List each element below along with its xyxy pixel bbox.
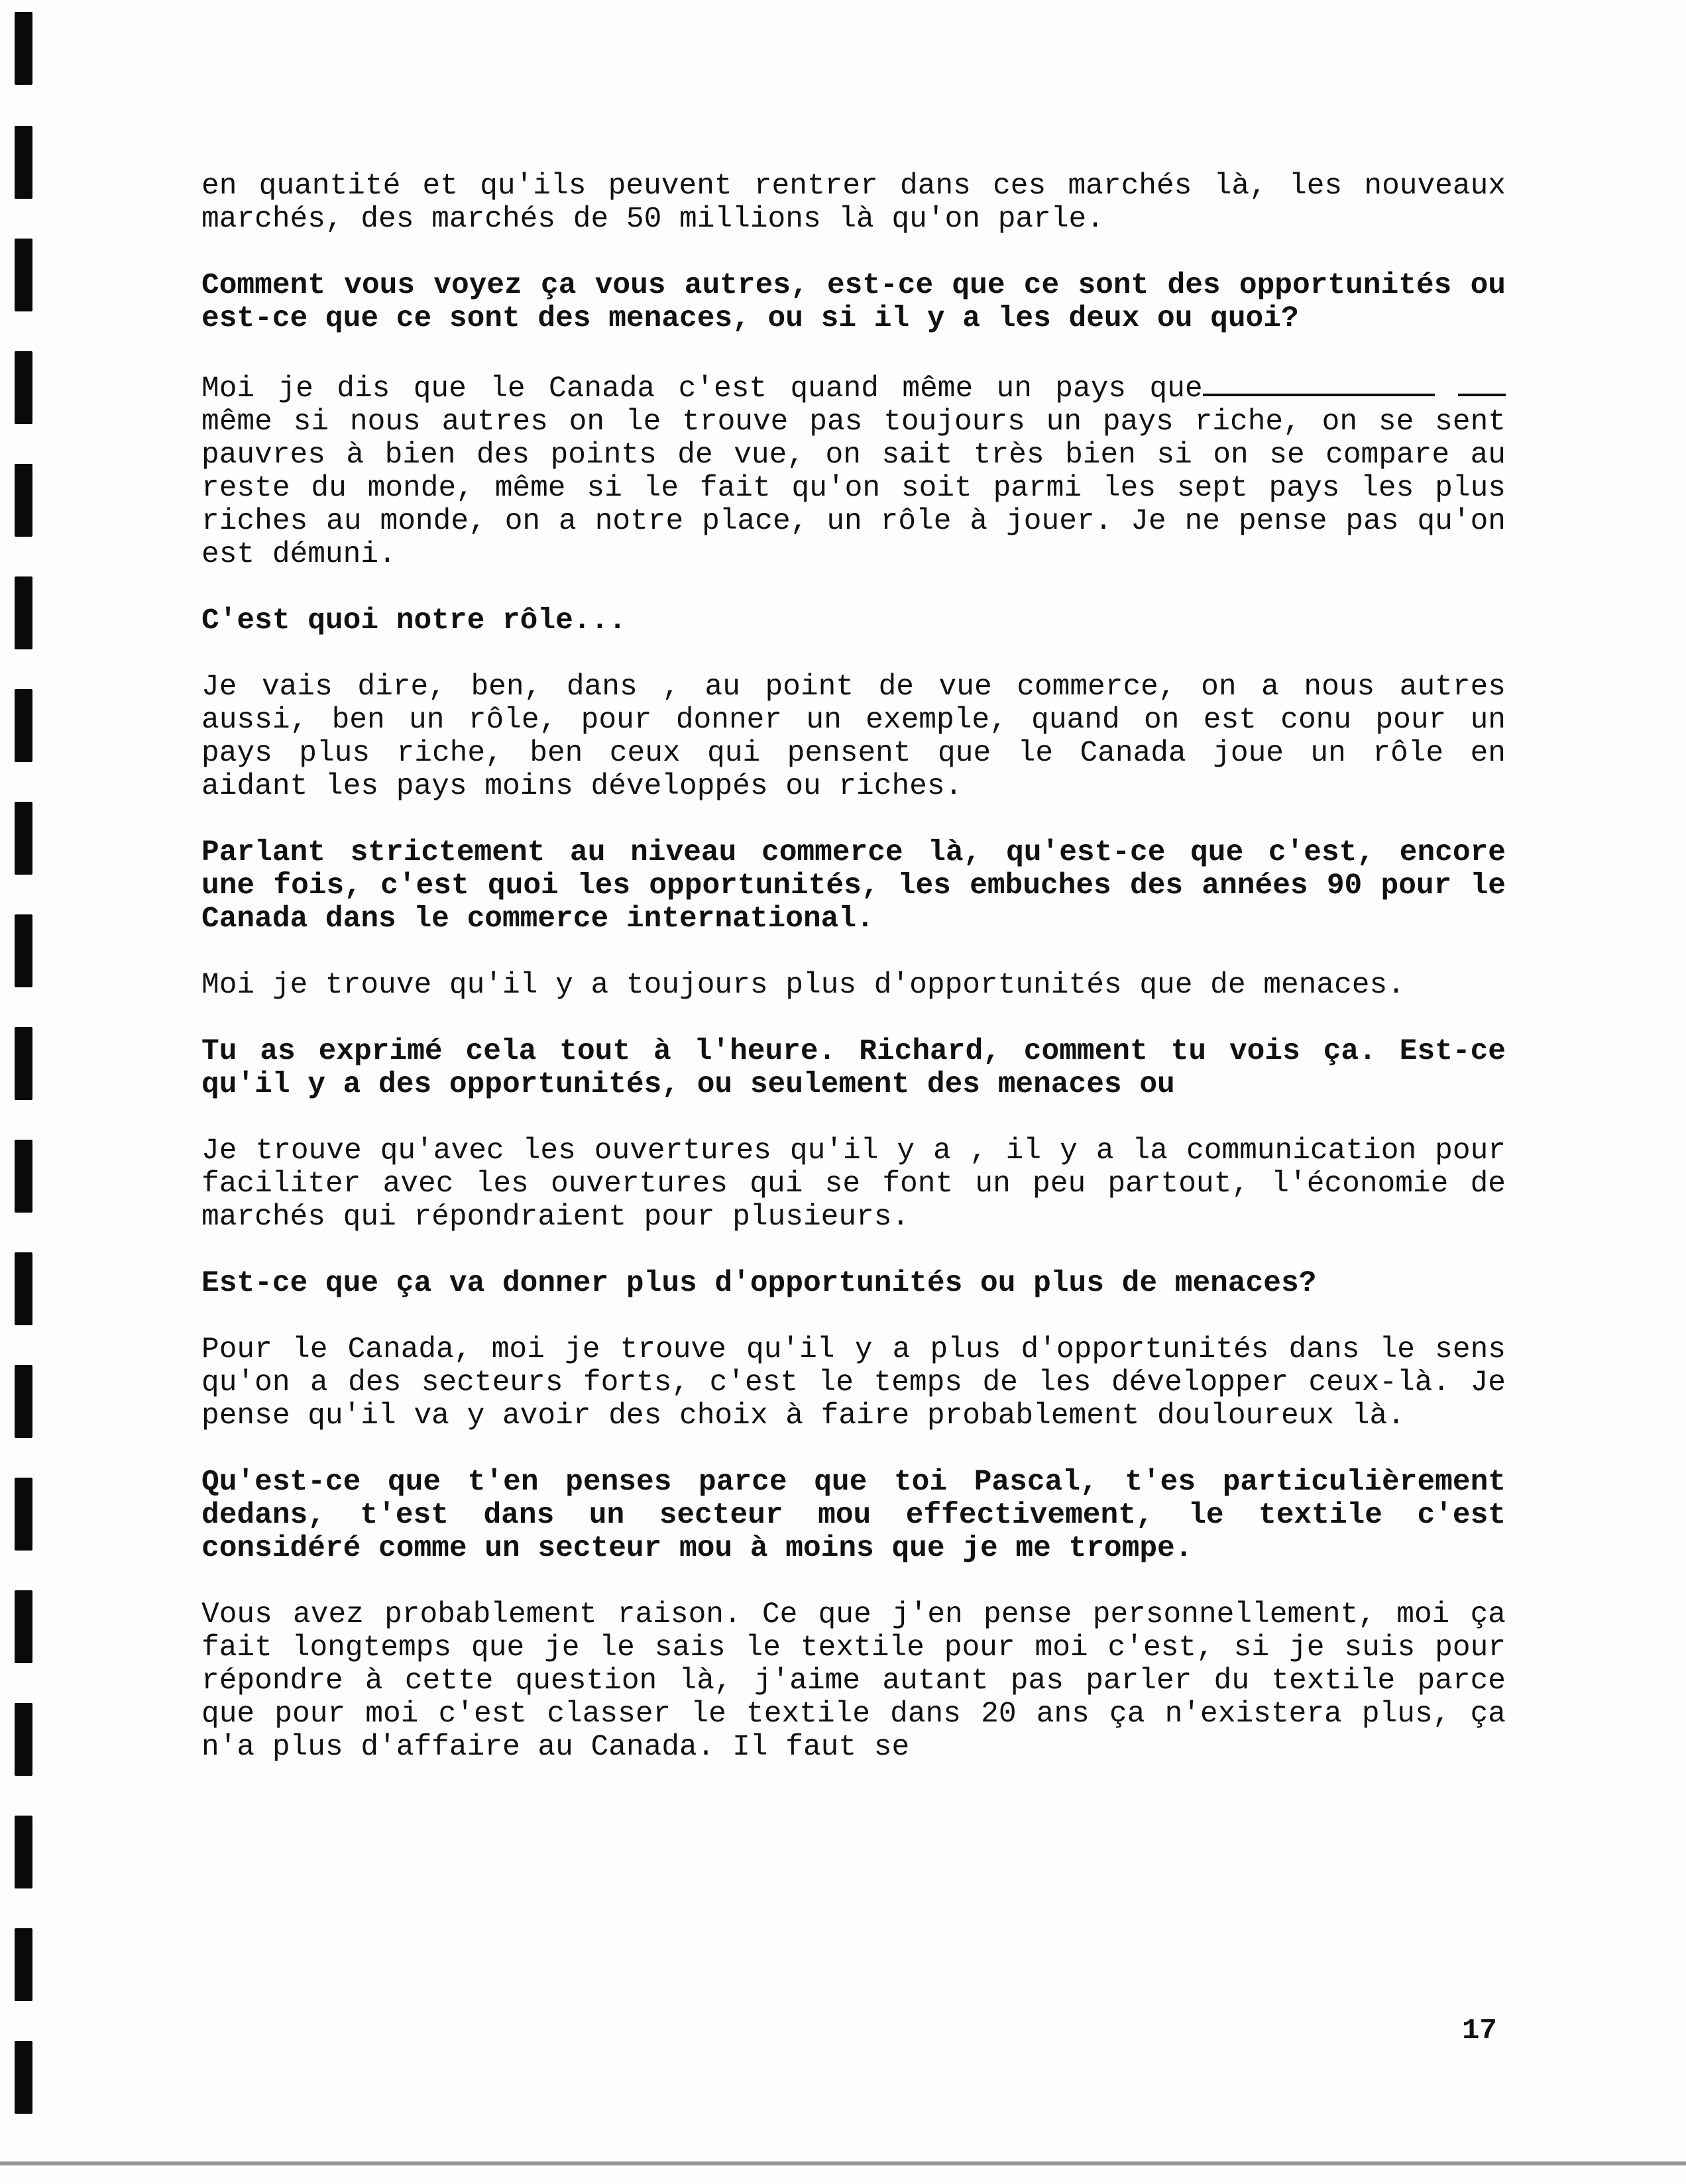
question-paragraph: Comment vous voyez ça vous autres, est-ce que ce sont des opportunités ou est-ce que ce sont des menaces, ou si il y a les deux ou quoi?: [201, 269, 1506, 335]
answer-paragraph: Je trouve qu'avec les ouvertures qu'il y a , il y a la communication pour faciliter avec les ouvertures qui se font un peu partout, l'économie de marchés qui répondraient pour plusieurs.: [201, 1134, 1506, 1234]
binding-mark: [15, 1816, 32, 1888]
binding-mark: [15, 1478, 32, 1551]
binding-holes: [15, 0, 34, 2184]
binding-mark: [15, 1590, 32, 1663]
question-paragraph: Parlant strictement au niveau commerce là, qu'est-ce que c'est, encore une fois, c'est quoi les opportunités, les embuches des années 90 pour le Canada dans le commerce international.: [201, 836, 1506, 936]
answer-paragraph: Je vais dire, ben, dans , au point de vue commerce, on a nous autres aussi, ben un rôle, pour donner un exemple, quand on est conu pour un pays plus riche, ben ceux qui pensent que le Canada joue un rôle en aidant les pays moins développés ou riches.: [201, 671, 1506, 803]
binding-mark: [15, 1027, 32, 1100]
binding-mark: [15, 1703, 32, 1776]
binding-mark: [15, 1140, 32, 1213]
binding-mark: [15, 1928, 32, 2001]
answer-paragraph: [201, 368, 1506, 571]
question-paragraph: Est-ce que ça va donner plus d'opportunités ou plus de menaces?: [201, 1267, 1317, 1300]
binding-mark: [15, 126, 32, 199]
question-paragraph: Tu as exprimé cela tout à l'heure. Richard, comment tu vois ça. Est-ce qu'il y a des opportunités, ou seulement des menaces ou: [201, 1035, 1506, 1101]
answer-paragraph: Pour le Canada, moi je trouve qu'il y a plus d'opportunités dans le sens qu'on a des secteurs forts, c'est le temps de les développer ceux-là. Je pense qu'il va y avoir des choix à faire probablement douloureux là.: [201, 1333, 1506, 1433]
page-number: 17: [1462, 2014, 1497, 2048]
answer-paragraph: en quantité et qu'ils peuvent rentrer dans ces marchés là, les nouveaux marchés, des marchés de 50 millions là qu'on parle.: [201, 170, 1506, 236]
bottom-scan-edge: [0, 2161, 1686, 2165]
binding-mark: [15, 689, 32, 762]
binding-mark: [15, 802, 32, 875]
transcript-body: [201, 170, 1506, 1797]
question-paragraph: Qu'est-ce que t'en penses parce que toi Pascal, t'es particulièrement dedans, t'est dans un secteur mou effectivement, le textile c'est considéré comme un secteur mou à moins que je me trompe.: [201, 1466, 1506, 1565]
binding-mark: [15, 12, 32, 85]
question-paragraph: C'est quoi notre rôle...: [201, 604, 626, 637]
binding-mark: [15, 464, 32, 537]
answer-paragraph: Moi je trouve qu'il y a toujours plus d'opportunités que de menaces.: [201, 969, 1405, 1002]
answer-text-after-blank: même si nous autres on le trouve pas toujours un pays riche, on se sent pauvres à bien des points de vue, on sait très bien si on se compare au reste du monde, même si le fait qu'on soit parmi les sept pays les plus riches au monde, on a notre place, un rôle à jouer. Je ne pense pas qu'on est démuni.: [201, 406, 1506, 571]
binding-mark: [15, 576, 32, 649]
answer-text-before-blank: Moi je dis que le Canada c'est quand même un pays que: [201, 372, 1203, 406]
binding-mark: [15, 2041, 32, 2114]
binding-mark: [15, 239, 32, 311]
answer-paragraph: Vous avez probablement raison. Ce que j'en pense personnellement, moi ça fait longtemps que je le sais le textile pour moi c'est, si je suis pour répondre à cette question là, j'aime autant pas parler du textile parce que pour moi c'est classer le textile dans 20 ans ça n'existera plus, ça n'a plus d'affaire au Canada. Il faut se: [201, 1598, 1506, 1764]
fill-in-blank: [1458, 368, 1506, 396]
binding-mark: [15, 351, 32, 424]
binding-mark: [15, 914, 32, 987]
binding-mark: [15, 1252, 32, 1325]
fill-in-blank: [1203, 368, 1435, 396]
binding-mark: [15, 1365, 32, 1438]
